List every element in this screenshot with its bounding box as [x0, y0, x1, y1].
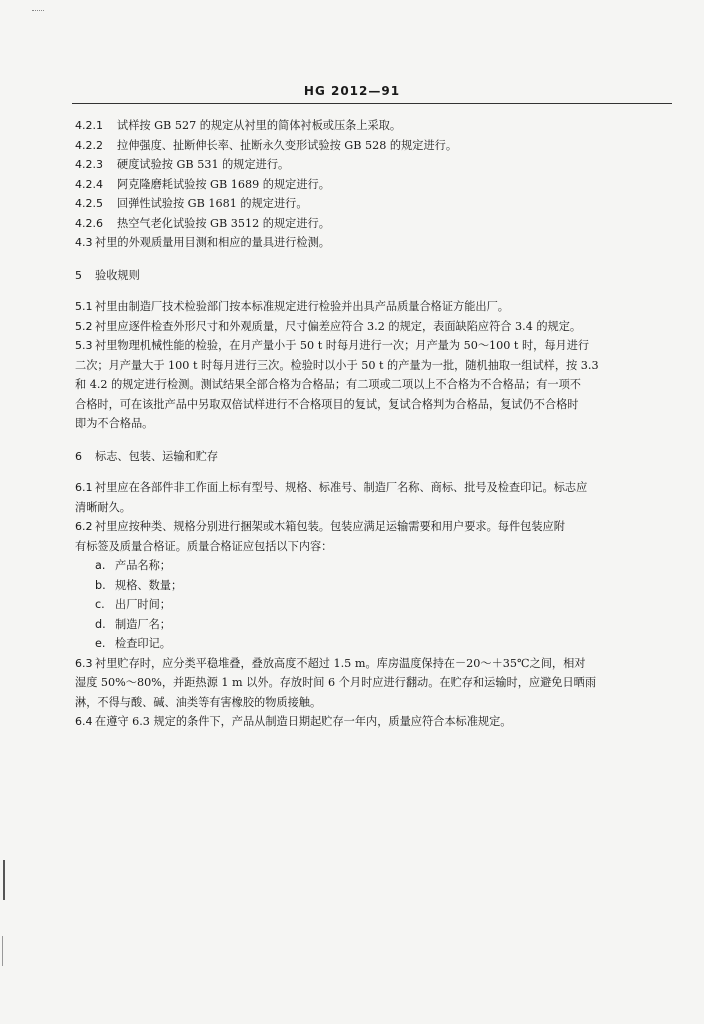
scan-mark: [32, 10, 44, 12]
clause-6-2-line: 6.2 衬里应按种类、规格分别进行捆架或木箱包装。包装应满足运输需要和用户要求。每件包装应附: [75, 520, 565, 533]
section-5-heading: 5 验收规则: [75, 268, 140, 282]
clause-5-3: [75, 336, 675, 434]
clause-4-list: [75, 116, 675, 253]
clause-6-1-line: 清晰耐久。: [75, 500, 131, 514]
scan-mark: [3, 860, 5, 900]
clause-6-4: 6.4 在遵守 6.3 规定的条件下，产品从制造日期起贮存一年内，质量应符合本标准规定。: [75, 715, 512, 728]
clause-5-3-line: 合格时，可在该批产品中另取双倍试样进行不合格项目的复试，复试合格判为合格品，复试仍不合格时: [75, 397, 579, 411]
clause-4-2-1: 4.2.1 试样按 GB 527 的规定从衬里的简体衬板或压条上采取。: [75, 119, 402, 132]
clause-6-2: [75, 517, 675, 556]
clause-4-2-4: 4.2.4 阿克隆磨耗试验按 GB 1689 的规定进行。: [75, 177, 330, 191]
clause-4-3: 4.3 衬里的外观质量用目测和相应的量具进行检测。: [75, 236, 330, 249]
clause-6-1-line: 6.1 衬里应在各部件非工作面上标有型号、规格、标准号、制造厂名称、商标、批号及检查印记。标志应: [75, 481, 588, 494]
clause-4-2-5: 4.2.5 回弹性试验按 GB 1681 的规定进行。: [75, 197, 308, 210]
clause-5-2: 5.2 衬里应逐件检查外形尺寸和外观质量，尺寸偏差应符合 3.2 的规定，表面缺陷应符合 3.4 的规定。: [75, 319, 582, 333]
list-item: b. 规格、数量；: [95, 578, 183, 592]
clause-5-3-line: 5.3 衬里物理机械性能的检验，在月产量小于 50 t 时每月进行一次；月产量为 50～100 t 时，每月进行: [75, 339, 590, 352]
page-header: HG 2012—91: [303, 84, 401, 98]
scan-mark: [2, 936, 3, 966]
clause-4-2-3: 4.2.3 硬度试验按 GB 531 的规定进行。: [75, 158, 290, 171]
clause-5-3-line: 即为不合格品。: [75, 417, 154, 430]
document-body: [75, 116, 675, 732]
header-rule: [72, 103, 672, 104]
clause-5-3-line: 和 4.2 的规定进行检测。测试结果全部合格为合格品；有二项或二项以上不合格为不合格品；有一项不: [75, 378, 581, 391]
list-item: d. 制造厂名；: [95, 617, 171, 631]
clause-5-1: 5.1 衬里由制造厂技术检验部门按本标准规定进行检验并出具产品质量合格证方能出厂。: [75, 300, 509, 313]
list-item: e. 检查印记。: [95, 637, 171, 650]
clause-6-1: [75, 478, 675, 517]
clause-6-3-line: 湿度 50%～80%，并距热源 1 m 以外。存放时间 6 个月时应进行翻动。在贮存和运输时，应避免日晒雨: [75, 676, 597, 689]
clause-6-2-line: 有标签及质量合格证。质量合格证应包括以下内容：: [75, 539, 333, 553]
list-item: a. 产品名称；: [95, 559, 171, 572]
list-item: c. 出厂时间；: [95, 598, 171, 611]
clause-6-2-list: [75, 556, 675, 654]
clause-4-2-2: 4.2.2 拉伸强度、扯断伸长率、扯断永久变形试验按 GB 528 的规定进行。: [75, 138, 458, 152]
clause-4-2-6: 4.2.6 热空气老化试验按 GB 3512 的规定进行。: [75, 216, 330, 230]
section-6-heading: 6 标志、包装、运输和贮存: [75, 449, 219, 463]
clause-6-3-line: 淋，不得与酸、碱、油类等有害橡胶的物质接触。: [75, 695, 322, 709]
clause-5-3-line: 二次；月产量大于 100 t 时每月进行三次。检验时以小于 50 t 的产量为一批，随机抽取一组试样，按 3.3: [75, 358, 599, 372]
clause-6-3-line: 6.3 衬里贮存时，应分类平稳堆叠，叠放高度不超过 1.5 m。库房温度保持在－20～＋35℃之间，相对: [75, 656, 586, 670]
clause-6-3: [75, 654, 675, 713]
